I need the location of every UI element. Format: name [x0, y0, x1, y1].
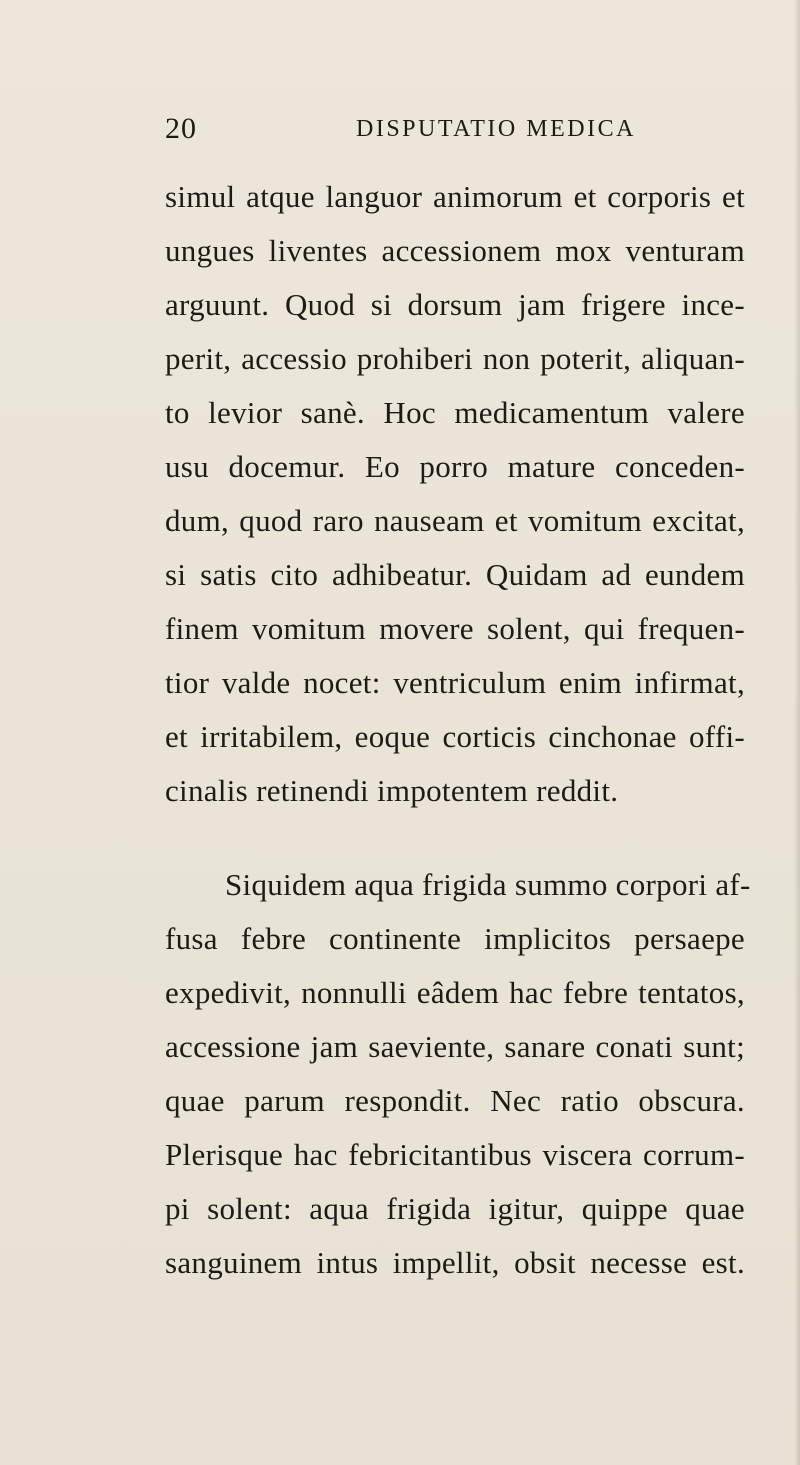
paragraph-2	[165, 858, 751, 1290]
text-line: Siquidem aqua frigida summo corpori af-	[225, 867, 751, 902]
text-line: et irritabilem, eoque corticis cinchonae offi-	[165, 719, 745, 754]
page-header	[165, 112, 745, 152]
text-line: perit, accessio prohiberi non poterit, aliquan-	[165, 341, 745, 376]
paragraph-1	[165, 170, 745, 818]
page-number: 20	[165, 112, 197, 145]
text-line: usu docemur. Eo porro mature conceden-	[165, 449, 745, 484]
text-line: tior valde nocet: ventriculum enim infirmat,	[165, 665, 745, 700]
body-text	[165, 170, 751, 1290]
text-line: simul atque languor animorum et corporis et	[165, 179, 745, 214]
text-line: si satis cito adhibeatur. Quidam ad eundem	[165, 557, 745, 592]
text-line: Plerisque hac febricitantibus viscera corrum-	[165, 1137, 745, 1172]
page-edge-shadow	[794, 0, 800, 1465]
running-title: DISPUTATIO MEDICA	[356, 116, 636, 142]
text-line: to levior sanè. Hoc medicamentum valere	[165, 395, 745, 430]
text-line: arguunt. Quod si dorsum jam frigere ince-	[165, 287, 745, 322]
text-line: dum, quod raro nauseam et vomitum excitat,	[165, 503, 745, 538]
text-line: quae parum respondit. Nec ratio obscura.	[165, 1083, 745, 1118]
text-line: finem vomitum movere solent, qui frequen-	[165, 611, 745, 646]
text-line: accessione jam saeviente, sanare conati sunt;	[165, 1029, 745, 1064]
text-line: pi solent: aqua frigida igitur, quippe quae	[165, 1191, 745, 1226]
text-line: sanguinem intus impellit, obsit necesse est.	[165, 1245, 745, 1280]
text-line: fusa febre continente implicitos persaepe	[165, 921, 745, 956]
text-line: expedivit, nonnulli eâdem hac febre tentatos,	[165, 975, 745, 1010]
text-line: ungues liventes accessionem mox venturam	[165, 233, 745, 268]
text-line: cinalis retinendi impotentem reddit.	[165, 773, 619, 808]
